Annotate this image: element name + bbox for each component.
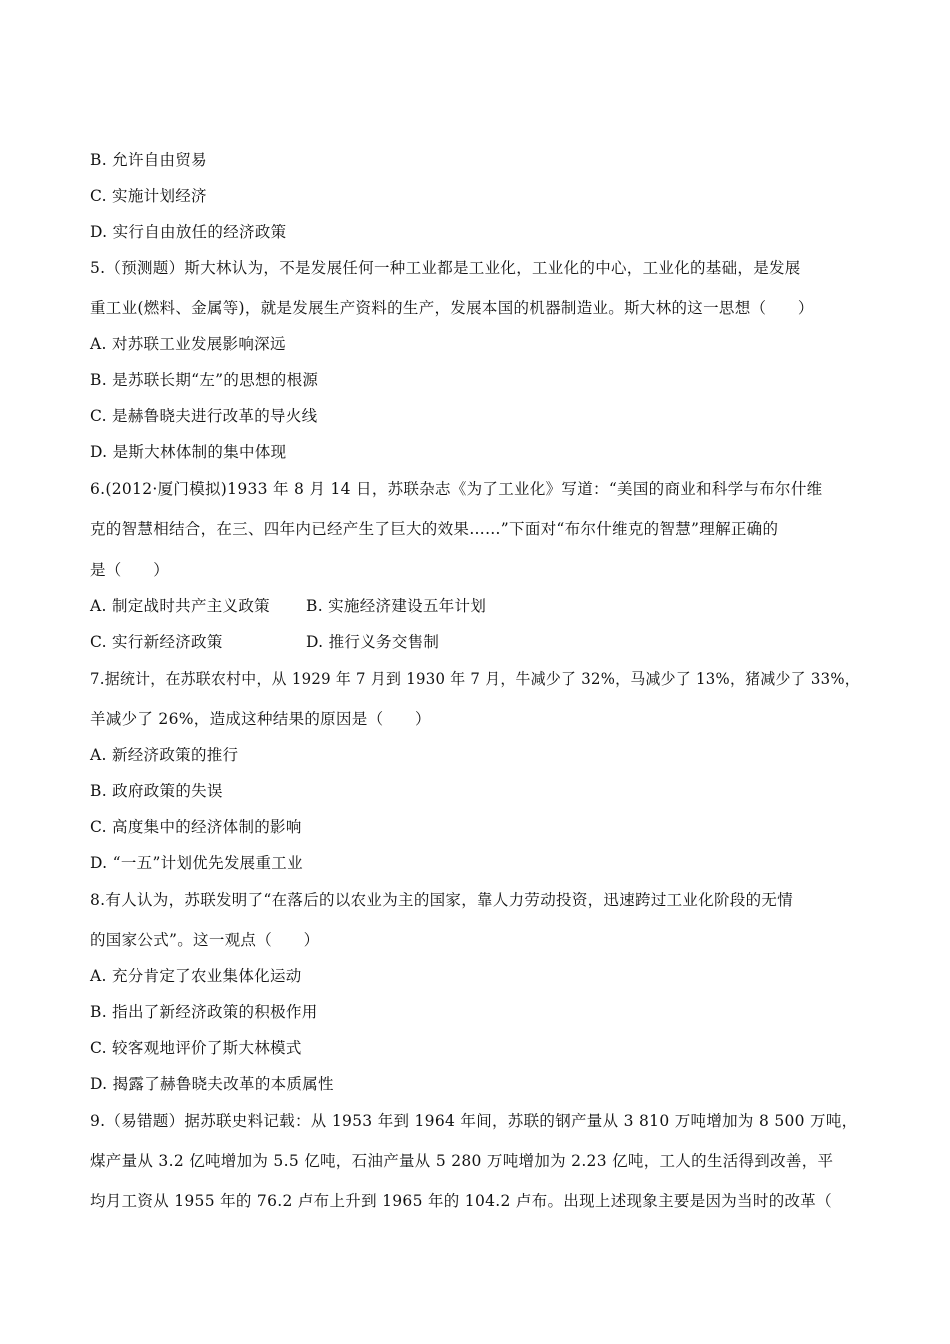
q9-stem-line-2: 煤产量从 3.2 亿吨增加为 5.5 亿吨，石油产量从 5 280 万吨增加为 2.23 亿吨，工人的生活得到改善，平 (90, 1152, 834, 1170)
q5-option-d: D. 是斯大林体制的集中体现 (90, 443, 287, 461)
q7-option-c: C. 高度集中的经济体制的影响 (90, 818, 302, 836)
q6-options-row-2 (90, 632, 440, 652)
q5-option-a: A. 对苏联工业发展影响深远 (90, 335, 286, 353)
q7-stem-line-2: 羊减少了 26%，造成这种结果的原因是（ ） (90, 710, 431, 728)
q7-option-b: B. 政府政策的失误 (90, 782, 223, 800)
q6-option-d: D. 推行义务交售制 (306, 633, 440, 651)
q8-stem-line-2: 的国家公式”。这一观点（ ） (90, 931, 320, 949)
q8-option-a: A. 充分肯定了农业集体化运动 (90, 967, 302, 985)
q7-option-d: D. “一五”计划优先发展重工业 (90, 854, 303, 872)
q7-stem-line-1: 7.据统计，在苏联农村中，从 1929 年 7 月到 1930 年 7 月，牛减少了 32%，马减少了 13%，猪减少了 33%， (90, 670, 860, 688)
q4-option-d: D. 实行自由放任的经济政策 (90, 223, 287, 241)
q4-option-c: C. 实施计划经济 (90, 187, 207, 205)
q9-stem-line-1: 9.（易错题）据苏联史料记载：从 1953 年到 1964 年间，苏联的钢产量从 3 810 万吨增加为 8 500 万吨， (90, 1112, 858, 1130)
q6-option-c: C. 实行新经济政策 (90, 633, 223, 651)
q5-option-c: C. 是赫鲁晓夫进行改革的导火线 (90, 407, 318, 425)
q6-stem-line-2: 克的智慧相结合，在三、四年内已经产生了巨大的效果……”下面对“布尔什维克的智慧”理解正确的 (90, 520, 779, 538)
q4-option-b: B. 允许自由贸易 (90, 151, 207, 169)
q6-option-a: A. 制定战时共产主义政策 (90, 597, 270, 615)
q8-option-b: B. 指出了新经济政策的积极作用 (90, 1003, 318, 1021)
q5-stem-line-1: 5.（预测题）斯大林认为，不是发展任何一种工业都是工业化，工业化的中心，工业化的基础，是发展 (90, 259, 801, 277)
q8-stem-line-1: 8.有人认为，苏联发明了“在落后的以农业为主的国家，靠人力劳动投资，迅速跨过工业化阶段的无情 (90, 891, 794, 909)
q5-option-b: B. 是苏联长期“左”的思想的根源 (90, 371, 319, 389)
q6-option-b: B. 实施经济建设五年计划 (306, 597, 487, 615)
q6-stem-line-1: 6.(2012·厦门模拟)1933 年 8 月 14 日，苏联杂志《为了工业化》写道：“美国的商业和科学与布尔什维 (90, 480, 823, 498)
q6-options-row-1 (90, 596, 487, 616)
q9-stem-line-3: 均月工资从 1955 年的 76.2 卢布上升到 1965 年的 104.2 卢布。出现上述现象主要是因为当时的改革（ (90, 1192, 832, 1210)
q6-stem-line-3: 是（ ） (90, 561, 170, 579)
q7-option-a: A. 新经济政策的推行 (90, 746, 239, 764)
q5-stem-line-2: 重工业(燃料、金属等)，就是发展生产资料的生产，发展本国的机器制造业。斯大林的这一思想（ ） (90, 299, 814, 317)
q8-option-c: C. 较客观地评价了斯大林模式 (90, 1039, 302, 1057)
q8-option-d: D. 揭露了赫鲁晓夫改革的本质属性 (90, 1075, 334, 1093)
